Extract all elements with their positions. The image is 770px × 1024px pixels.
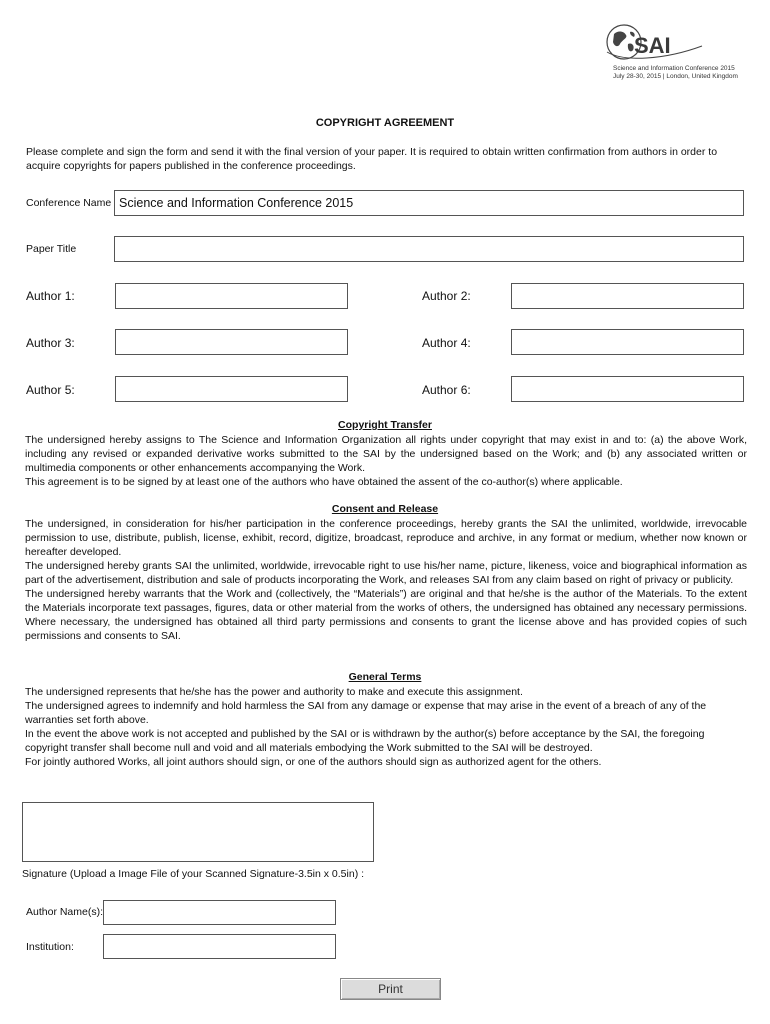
- general-terms-p4: For jointly authored Works, all joint authors should sign, or one of the authors should sign as authorized agent for the others.: [25, 756, 602, 768]
- signature-label: Signature (Upload a Image File of your Scanned Signature-3.5in x 0.5in) :: [22, 868, 365, 880]
- author1-field[interactable]: [115, 283, 348, 309]
- consent-release-p1: The undersigned, in consideration for his/her participation in the conference proceedings, hereby grants the SAI the unlimited, worldwide, irrevocable permission to use, distribute, publish, license, exhibit, record, digitize, broadcast, reproduce and archive, in any format or medium, whether now known or hereafter developed.: [25, 518, 747, 558]
- author-names-label: Author Name(s):: [26, 906, 104, 918]
- institution-label: Institution:: [26, 941, 74, 953]
- author5-label: Author 5:: [26, 383, 75, 397]
- consent-release-heading: Consent and Release: [331, 503, 439, 515]
- author1-label: Author 1:: [26, 289, 75, 303]
- author2-field[interactable]: [511, 283, 744, 309]
- institution-field[interactable]: [103, 934, 336, 959]
- copyright-transfer-p1: The undersigned hereby assigns to The Science and Information Organization all rights under copyright that may exist in and to: (a) the above Work, including any revised or expanded derivative works submitted to the SAI by the undersigned based on the Work; and (b) any associated written or multimedia components or other enhancements accompanying the Work.: [25, 434, 747, 474]
- copyright-transfer-p2: This agreement is to be signed by at least one of the authors who have obtained the assent of the co-author(s) where applicable.: [25, 476, 623, 488]
- svg-text:SAI: SAI: [634, 33, 671, 58]
- author3-label: Author 3:: [26, 336, 75, 350]
- author-names-field[interactable]: [103, 900, 336, 925]
- general-terms-p2: The undersigned agrees to indemnify and hold harmless the SAI from any damage or expense that may arise in the event of a breach of any of the warranties set forth above.: [25, 700, 707, 726]
- globe-icon: [604, 22, 714, 64]
- conference-line: Science and Information Conference 2015: [613, 65, 735, 72]
- general-terms-p3: In the event the above work is not accepted and published by the SAI or is withdrawn by the author(s) before acceptance by the SAI, the foregoing copyright transfer shall become null and void and all materials embodying the Work submitted to the SAI will be destroyed.: [25, 728, 705, 754]
- author3-field[interactable]: [115, 329, 348, 355]
- print-button[interactable]: Print: [340, 978, 441, 1000]
- conference-name-label: Conference Name: [26, 197, 112, 209]
- general-terms-text: [25, 685, 747, 769]
- logo-caption: [613, 65, 738, 81]
- author6-field[interactable]: [511, 376, 744, 402]
- page-title: COPYRIGHT AGREEMENT: [315, 117, 455, 129]
- consent-release-text: [25, 517, 747, 643]
- copyright-transfer-heading: Copyright Transfer: [338, 419, 432, 431]
- consent-release-p2: The undersigned hereby grants SAI the unlimited, worldwide, irrevocable right to use his/her name, picture, likeness, voice and biographical information as part of the advertisement, distribution and sale of products incorporating the Work, and releases SAI from any claim based on right of privacy or publicity.: [25, 560, 747, 586]
- author2-label: Author 2:: [422, 289, 471, 303]
- conference-name-field[interactable]: [114, 190, 744, 216]
- conference-name-value: Science and Information Conference 2015: [119, 196, 354, 210]
- author5-field[interactable]: [115, 376, 348, 402]
- intro-text: Please complete and sign the form and send it with the final version of your paper. It is required to obtain written confirmation from authors in order to acquire copyrights for papers published in the conference proceedings.: [26, 146, 718, 172]
- consent-release-p3: The undersigned hereby warrants that the Work and (collectively, the “Materials”) are original and that he/she is the author of the Materials. To the extent the Materials incorporate text passages, figures, data or other material from the works of others, the undersigned has obtained any necessary permissions. Where necessary, the undersigned has obtained all third party permissions and consents to grant the license above and has provided copies of such permissions and consents to SAI.: [25, 588, 747, 642]
- sai-logo: [604, 22, 754, 84]
- copyright-transfer-text: [25, 433, 747, 489]
- paper-title-value: [115, 237, 743, 242]
- paper-title-field[interactable]: [114, 236, 744, 262]
- author6-label: Author 6:: [422, 383, 471, 397]
- author4-label: Author 4:: [422, 336, 471, 350]
- general-terms-p1: The undersigned represents that he/she has the power and authority to make and execute this assignment.: [25, 686, 523, 698]
- paper-title-label: Paper Title: [26, 243, 77, 255]
- general-terms-heading: General Terms: [348, 671, 422, 683]
- date-line: July 28-30, 2015 | London, United Kingdom: [613, 73, 738, 80]
- author4-field[interactable]: [511, 329, 744, 355]
- signature-upload-box[interactable]: [22, 802, 374, 862]
